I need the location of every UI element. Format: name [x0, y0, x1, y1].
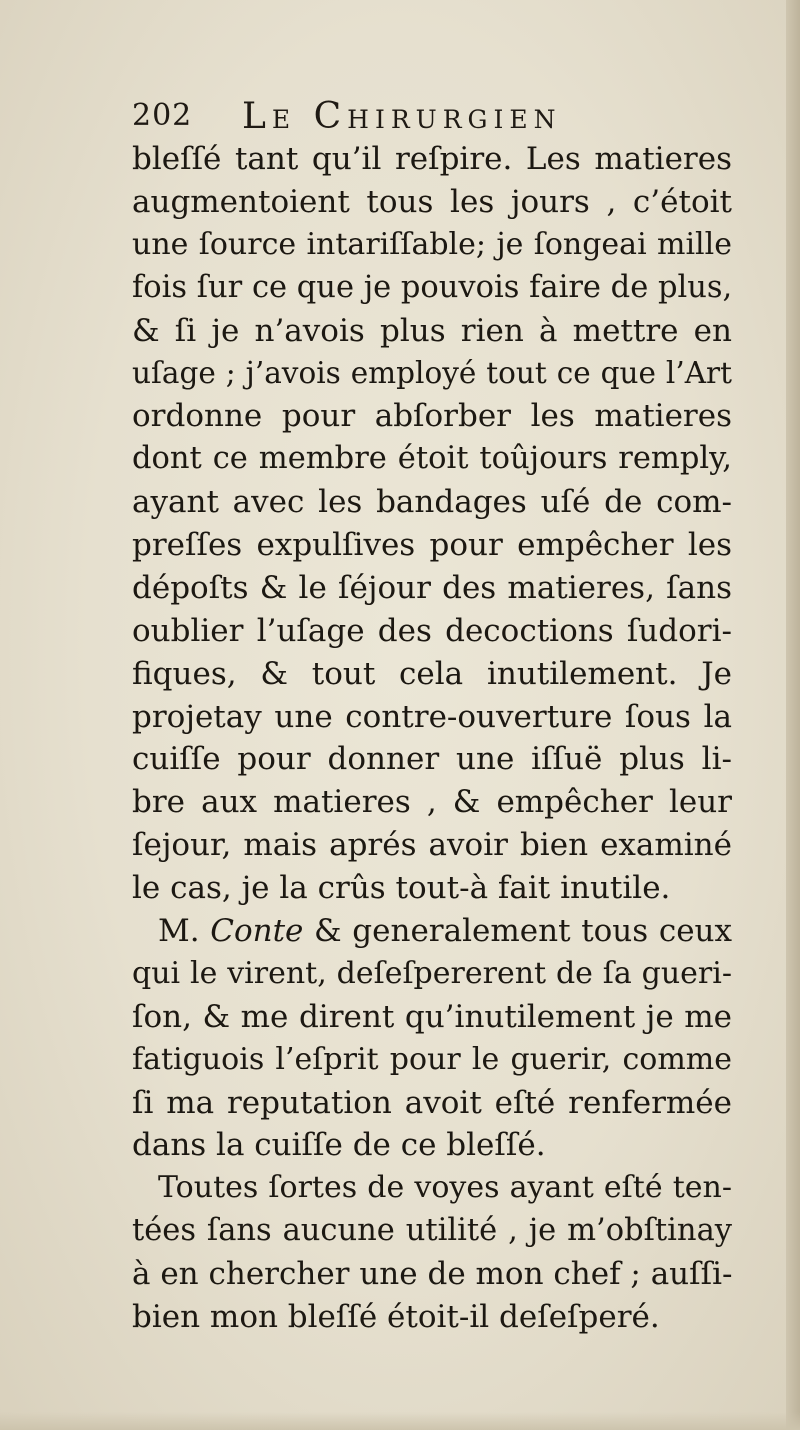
- text-line: qui le virent, deſeſpererent de ſa gueri-: [132, 955, 732, 991]
- text-line: tées ſans aucune utilité , je m’obſtinay: [132, 1213, 732, 1249]
- text-line: augmentoient tous les jours , c’étoit: [132, 183, 732, 220]
- text-line: bre aux matieres , & empêcher leur: [132, 784, 732, 821]
- text-line: dans la cuiſſe de ce bleſſé.: [132, 1127, 546, 1164]
- paragraph-first-line: [132, 910, 732, 953]
- text-line: projetay une contre-ouverture ſous la: [132, 698, 732, 735]
- page-bottom-shadow: [0, 1412, 800, 1430]
- paragraph-first-line: Toutes ſortes de voyes ayant eſté ten-: [158, 1170, 732, 1206]
- page-edge-shadow: [786, 0, 800, 1430]
- text-line: ordonne pour abſorber les matieres: [132, 398, 732, 435]
- text-line: dépoſts & le ſéjour des matieres, ſans: [132, 569, 732, 606]
- line-remainder: & generalement tous ceux: [303, 913, 732, 950]
- page-number: 202: [132, 98, 193, 133]
- text-line: une ſource intariſſable; je ſongeai mille: [132, 226, 732, 262]
- text-line: à en chercher une de mon chef ; auſſi-: [132, 1256, 733, 1293]
- text-line: preſſes expulſives pour empêcher les: [132, 527, 732, 564]
- text-line: ſi ma reputation avoit eſté renfermée: [132, 1084, 732, 1121]
- text-line: uſage ; j’avois employé tout ce que l’Art: [132, 356, 732, 391]
- text-line: fiques, & tout cela inutilement. Je: [132, 655, 732, 692]
- text-line: fatiguois l’eſprit pour le guerir, comme: [132, 1041, 732, 1077]
- text-line: le cas, je la crûs tout-à fait inutile.: [132, 870, 671, 907]
- text-line: fois ſur ce que je pouvois faire de plus,: [132, 269, 733, 305]
- abbreviation: M.: [158, 913, 211, 950]
- running-head-title: Le Chirurgien: [242, 96, 562, 137]
- body-text: [132, 138, 732, 1339]
- text-line: bleſſé tant qu’il reſpire. Les matieres: [132, 141, 732, 177]
- text-line: ſon, & me dirent qu’inutilement je me: [132, 998, 732, 1035]
- text-line: cuiſſe pour donner une iſſuë plus li-: [132, 741, 732, 778]
- italic-name: Conte: [210, 913, 304, 950]
- text-line: oublier l’uſage des decoctions ſudori-: [132, 612, 732, 649]
- text-line: & ſi je n’avois plus rien à mettre en: [132, 312, 732, 349]
- text-line: ayant avec les bandages uſé de com-: [132, 484, 732, 521]
- text-line: dont ce membre étoit toûjours remply,: [132, 441, 732, 477]
- text-line: bien mon bleſſé étoit-il deſeſperé.: [132, 1299, 660, 1336]
- text-line: ſejour, mais aprés avoir bien examiné: [132, 827, 732, 864]
- running-head: [132, 96, 732, 140]
